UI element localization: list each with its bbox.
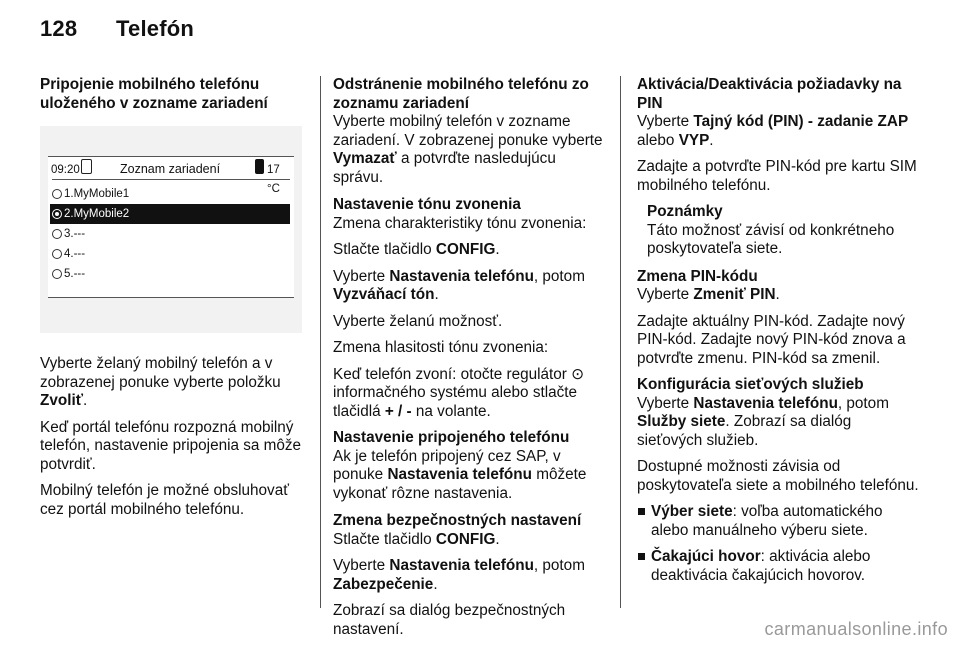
page-title: Telefón xyxy=(116,16,194,41)
device-list-item: 1.MyMobile1 xyxy=(48,184,294,204)
bullet-item: Výber siete: voľba automatického alebo manuálneho výberu siete. xyxy=(637,503,919,540)
note-text: Táto možnosť závisí od konkrétneho poskytovateľa siete. xyxy=(647,221,895,257)
infotainment-screen xyxy=(48,156,294,298)
paragraph: Vyberte Zmeniť PIN. xyxy=(637,286,780,303)
paragraph: Vyberte mobilný telefón v zozname zariadení. V zobrazenej ponuke vyberte Vymazať a potvrďte nasledujúcu správu. xyxy=(333,113,603,186)
paragraph: Zadajte a potvrďte PIN-kód pre kartu SIM mobilného telefónu. xyxy=(637,158,917,194)
paragraph: Stlačte tlačidlo CONFIG. xyxy=(333,530,500,548)
paragraph: Vyberte želaný mobilný telefón a v zobrazenej ponuke vyberte položku Zvoliť. xyxy=(40,355,281,409)
section-connected-phone xyxy=(333,429,605,503)
section-heading: Pripojenie mobilného telefónu uloženého v zozname zariadení xyxy=(40,76,268,112)
paragraph: Vyberte želanú možnosť. xyxy=(333,312,503,330)
column-divider-1 xyxy=(320,76,321,608)
paragraph: Vyberte Tajný kód (PIN) - zadanie ZAP alebo VYP. xyxy=(637,113,909,149)
radio-icon xyxy=(52,249,62,259)
paragraph: Zmena hlasitosti tónu zvonenia: xyxy=(333,339,549,356)
thermometer-icon xyxy=(255,159,264,174)
section-heading: Zmena PIN-kódu xyxy=(637,267,758,285)
paragraph: Mobilný telefón je možné obsluhovať cez portál mobilného telefónu. xyxy=(40,482,289,518)
knob-icon: ⊙ xyxy=(571,365,584,383)
bullet-item: Čakajúci hovor: aktivácia alebo deaktivácia čakajúcich hovorov. xyxy=(637,548,919,585)
clock: 09:20 xyxy=(51,164,80,176)
paragraph: Dostupné možnosti závisia od poskytovateľa siete a mobilného telefónu. xyxy=(637,458,919,494)
column-2 xyxy=(333,76,605,647)
section-heading: Aktivácia/Deaktivácia požiadavky na PIN xyxy=(637,76,902,112)
paragraph: Stlačte tlačidlo CONFIG. xyxy=(333,241,500,258)
radio-selected-icon xyxy=(52,209,62,219)
column-3 xyxy=(637,76,919,593)
page-number: 128 xyxy=(40,16,78,41)
note-box xyxy=(647,203,919,259)
section-heading: Nastavenie tónu zvonenia xyxy=(333,196,521,213)
screen-title: Zoznam zariadení xyxy=(120,162,221,176)
section-heading: Konfigurácia sieťových služieb xyxy=(637,376,864,393)
column-1 xyxy=(40,76,306,527)
device-list-item: 4.--- xyxy=(48,244,294,264)
section-remove-phone xyxy=(333,76,605,187)
paragraph: Keď telefón zvoní: otočte regulátor ⊙ informačného systému alebo stlačte tlačidlá + / - na volante. xyxy=(333,365,584,420)
paragraph: Vyberte Nastavenia telefónu, potom Zabezpečenie. xyxy=(333,557,585,593)
radio-icon xyxy=(52,269,62,279)
paragraph: Vyberte Nastavenia telefónu, potom Služby siete. Zobrazí sa dialóg sieťových služieb. xyxy=(637,394,889,449)
paragraph: Zobrazí sa dialóg bezpečnostných nastavení. xyxy=(333,602,566,638)
phone-icon xyxy=(81,159,92,174)
device-list-item: 5.--- xyxy=(48,264,294,284)
watermark: carmanualsonline.info xyxy=(764,619,948,639)
temperature: 17 °C xyxy=(267,164,280,195)
radio-icon xyxy=(52,189,62,199)
radio-icon xyxy=(52,229,62,239)
paragraph: Ak je telefón pripojený cez SAP, v ponuke Nastavenia telefónu môžete vykonať rôzne nastavenia. xyxy=(333,447,587,502)
section-heading: Nastavenie pripojeného telefónu xyxy=(333,429,570,446)
device-list-item-selected: 2.MyMobile2 xyxy=(50,204,290,224)
note-title: Poznámky xyxy=(647,203,723,220)
page-header xyxy=(40,16,194,42)
paragraph: Vyberte Nastavenia telefónu, potom Vyzváňací tón. xyxy=(333,267,585,303)
paragraph: Zadajte aktuálny PIN-kód. Zadajte nový PIN-kód. Zadajte nový PIN-kód znova a potvrďte zmenu. PIN-kód sa zmenil. xyxy=(637,312,906,367)
section-heading: Odstránenie mobilného telefónu zo zoznamu zariadení xyxy=(333,76,589,112)
device-list-item: 3.--- xyxy=(48,224,294,244)
column-divider-2 xyxy=(620,76,621,608)
section-heading: Zmena bezpečnostných nastavení xyxy=(333,512,582,529)
device-list-illustration xyxy=(40,126,302,333)
paragraph: Keď portál telefónu rozpozná mobilný telefón, nastavenie pripojenia sa môže potvrdiť. xyxy=(40,418,302,473)
paragraph: Zmena charakteristiky tónu zvonenia: xyxy=(333,214,587,232)
